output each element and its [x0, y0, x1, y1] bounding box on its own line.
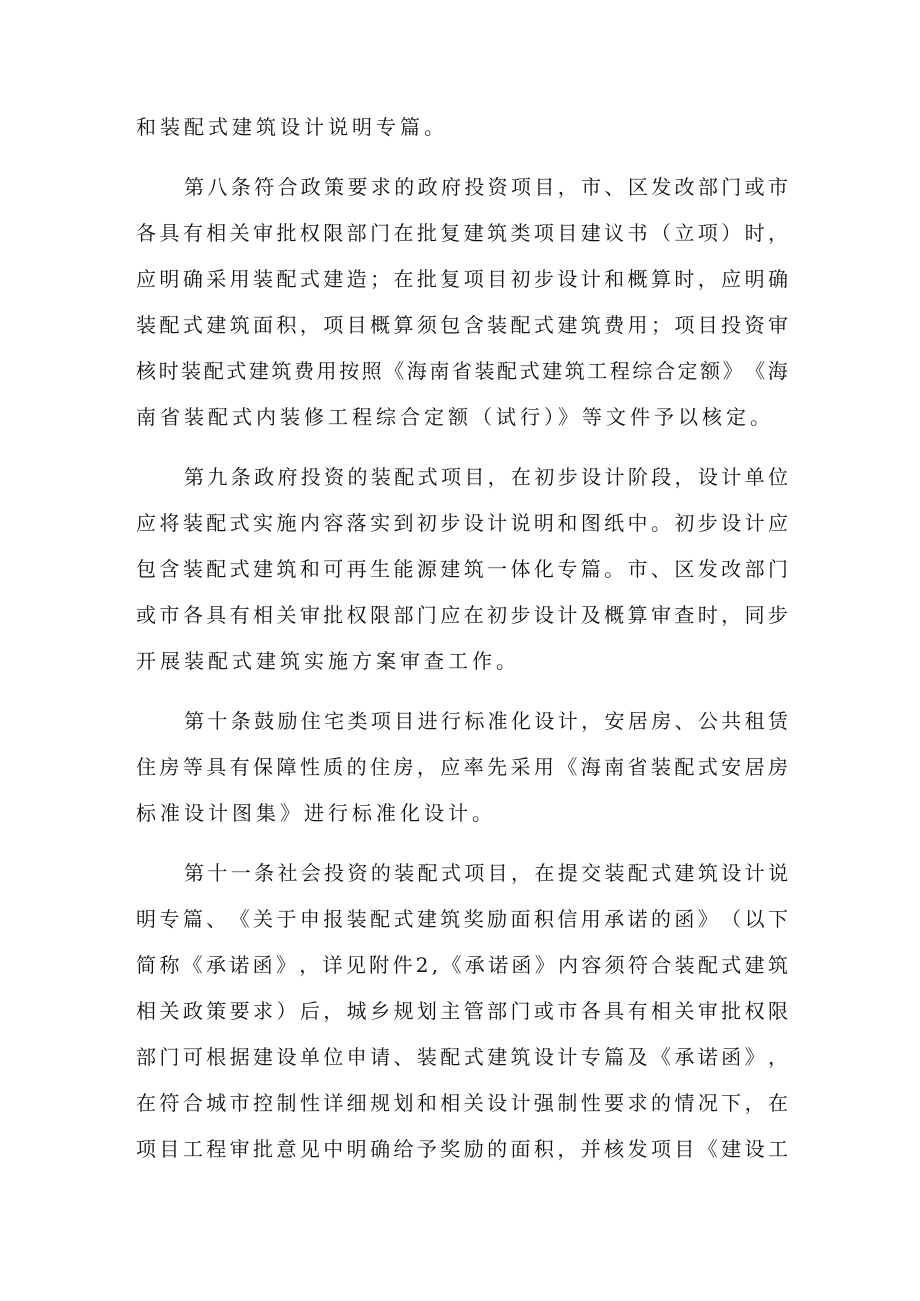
paragraph-line: 第 十 一 条 社 会 投 资 的 装 配 式 项 目 ， 在 提 交 装 配 式 建 筑 设 计 说 — [184, 861, 788, 885]
paragraph-line: 住 房 等 具 有 保 障 性 质 的 住 房 ， 应 率 先 采 用 《 海 南 省 装 配 式 安 居 房 — [136, 755, 788, 779]
paragraph-line: 应 明 确 采 用 装 配 式 建 造 ； 在 批 复 项 目 初 步 设 计 和 概 算 时 ， 应 明 确 — [136, 267, 788, 291]
paragraph-line: 第 九 条 政 府 投 资 的 装 配 式 项 目 ， 在 初 步 设 计 阶 段 ， 设 计 单 位 — [184, 465, 788, 489]
paragraph-line: 第 十 条 鼓 励 住 宅 类 项 目 进 行 标 准 化 设 计 ， 安 居 房 、 公 共 租 赁 — [184, 709, 788, 733]
paragraph-line: 包 含 装 配 式 建 筑 和 可 再 生 能 源 建 筑 一 体 化 专 篇 。 市 、 区 发 改 部 门 — [136, 557, 788, 581]
paragraph-line: 或 市 各 具 有 相 关 审 批 权 限 部 门 应 在 初 步 设 计 及 概 算 审 查 时 ， 同 步 — [136, 603, 788, 627]
paragraph-line: 相 关 政 策 要 求 ） 后 ， 城 乡 规 划 主 管 部 门 或 市 各 具 有 相 关 审 批 权 限 — [136, 999, 788, 1023]
paragraph-line: 和装配式建筑设计说明专篇。 — [136, 115, 448, 139]
paragraph-line: 明 专 篇 、 《 关 于 申 报 装 配 式 建 筑 奖 励 面 积 信 用 承 诺 的 函 》 （ 以 下 — [136, 907, 788, 931]
paragraph-line: 简 称 《 承 诺 函 》 ， 详 见 附 件 2 , 《 承 诺 函 》 内 容 须 符 合 装 配 式 建 筑 — [136, 953, 788, 977]
paragraph-line: 装 配 式 建 筑 面 积 ， 项 目 概 算 须 包 含 装 配 式 建 筑 费 用 ； 项 目 投 资 审 — [136, 313, 788, 337]
paragraph-line: 应 将 装 配 式 实 施 内 容 落 实 到 初 步 设 计 说 明 和 图 纸 中 。 初 步 设 计 应 — [136, 511, 788, 535]
paragraph-line: 项 目 工 程 审 批 意 见 中 明 确 给 予 奖 励 的 面 积 ， 并 核 发 项 目 《 建 设 工 — [136, 1137, 788, 1161]
paragraph-line: 在 符 合 城 市 控 制 性 详 细 规 划 和 相 关 设 计 强 制 性 要 求 的 情 况 下 ， 在 — [136, 1091, 788, 1115]
paragraph-line: 核 时 装 配 式 建 筑 费 用 按 照 《 海 南 省 装 配 式 建 筑 工 程 综 合 定 额 》 《 海 — [136, 359, 788, 383]
paragraph-line: 标准设计图集》进行标准化设计。 — [136, 801, 496, 825]
paragraph-line: 第 八 条 符 合 政 策 要 求 的 政 府 投 资 项 目 ， 市 、 区 发 改 部 门 或 市 — [184, 175, 788, 199]
paragraph-line: 部 门 可 根 据 建 设 单 位 申 请 、 装 配 式 建 筑 设 计 专 篇 及 《 承 诺 函 》 ， — [136, 1045, 788, 1069]
paragraph-line: 南省装配式内装修工程综合定额（试行）》等文件予以核定。 — [136, 405, 774, 429]
document-body — [136, 104, 788, 1172]
paragraph-line: 开展装配式建筑实施方案审查工作。 — [136, 649, 520, 673]
paragraph-line: 各 具 有 相 关 审 批 权 限 部 门 在 批 复 建 筑 类 项 目 建 议 书 （ 立 项 ） 时 ， — [136, 221, 788, 245]
